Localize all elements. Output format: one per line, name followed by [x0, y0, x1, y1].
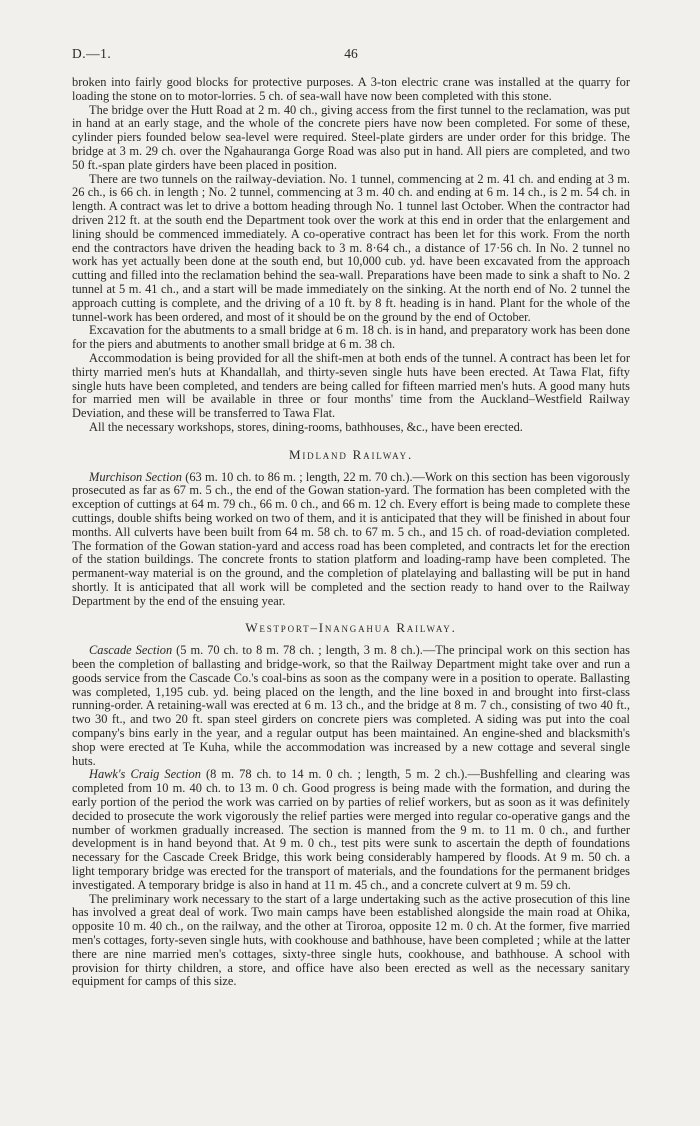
paragraph: Accommodation is being provided for all the shift-men at both ends of the tunnel. A contract has been let for thirty married men's huts at Khandallah, and thirty-seven single huts have been erected. At Tawa Flat, fifty single huts have been completed, and tenders are being called for fifteen married men's huts. A good many huts for married men will be available in three or four months' time from the Auckland–Westfield Railway Deviation, and these will be transferred to Tawa Flat.: [72, 350, 630, 421]
paragraph: broken into fairly good blocks for protective purposes. A 3-ton electric crane was installed at the quarry for loading the stone on to motor-lorries. 5 ch. of sea-wall have now been completed with this stone.: [72, 75, 630, 103]
section-heading-westport-inangahua-railway: Westport–Inangahua Railway.: [245, 620, 457, 636]
paragraph: All the necessary workshops, stores, dining-rooms, bathhouses, &c., have been erected.: [89, 419, 523, 434]
section-heading-midland-railway: Midland Railway.: [288, 446, 414, 462]
paragraph: The preliminary work necessary to the start of a large undertaking such as the active prosecution of this line has involved a great deal of work. Two main camps have been established alongside the main road at Ohika, opposite 10 m. 40 ch., on the railway, and the other at Tiroroa, opposite 12 m. 0 ch. At the former, five married men's cottages, forty-seven single huts, with cookhouse and bathhouse, have been completed ; while at the latter there are nine married men's cottages, sixty-three single huts, cookhouse, and bathhouse. A school with provision for thirty children, a store, and office have also been erected as well as the necessary sanitary equipment for camps of this size.: [72, 891, 630, 989]
subsection-title-hawks-craig: Hawk's Craig Section: [89, 767, 201, 782]
page-number: 46: [344, 46, 358, 61]
page-body: [72, 76, 630, 989]
paragraph: The bridge over the Hutt Road at 2 m. 40 ch., giving access from the first tunnel to the reclamation, was put in hand at an early stage, and the whole of the concrete piers have now been completed. For some of these, cylinder piers founded below sea-level were required. Steel-plate girders are under order for this bridge. The bridge at 3 m. 29 ch. over the Ngahauranga Gorge Road was also put in hand. All piers are completed, and two 50 ft.-span plate girders have been placed in position.: [72, 102, 630, 172]
page-header: [72, 46, 630, 62]
paragraph: Excavation for the abutments to a small bridge at 6 m. 18 ch. is in hand, and preparatory work has been done for the piers and abutments to another small bridge at 6 m. 38 ch.: [72, 323, 630, 352]
paragraph: [72, 471, 630, 609]
paragraph: [72, 768, 630, 892]
paragraph-text: (8 m. 78 ch. to 14 m. 0 ch. ; length, 5 m. 2 ch.).—Bushfelling and clearing was completed from 10 m. 40 ch. to 13 m. 0 ch. Good progress is being made with the formation, and during the early portion of the period the work was carried on by parties of relief workers, but as soon as it was definitely decided to prosecute the work vigorously the relief parties were merged into regular co-operative gangs and the number of workmen gradually increased. The section is manned from the 9 m. to 11 m. 0 ch., and further development is in hand beyond that. At 9 m. 0 ch., test pits were sunk to ascertain the depth of foundations necessary for the Cascade Creek Bridge, this work being considerably hampered by floods. At 9 m. 50 ch. a light temporary bridge was erected for the transport of materials, and the foundations for the permanent bridges investigated. A temporary bridge is also in hand at 11 m. 45 ch., and a concrete culvert at 9 m. 59 ch.: [72, 767, 630, 892]
paragraph: There are two tunnels on the railway-deviation. No. 1 tunnel, commencing at 2 m. 41 ch. and ending at 3 m. 26 ch., is 66 ch. in length ; No. 2 tunnel, commencing at 3 m. 40 ch. and ending at 6 m. 14 ch., is 2 m. 54 ch. in length. A contract was let to drive a bottom heading through No. 1 tunnel last October. When the contractor had driven 212 ft. at the south end the Department took over the work at this end in order that the enlargement and lining should be commenced immediately. A co-operative contract has been let for this work. From the north end the contractors have driven the heading back to 3 m. 8·64 ch., a distance of 17·56 ch. In No. 2 tunnel no work has yet actually been done at the south end, but 10,000 cub. yd. have been excavated from the approach cutting and filled into the reclamation behind the sea-wall. Preparations have been made to sink a shaft to No. 2 tunnel at 5 m. 41 ch., and a start will be made immediately on the sinking. At the north end of No. 2 tunnel the approach cutting is complete, and the driving of a 10 ft. by 8 ft. heading is in hand. Plant for the whole of the tunnel-work has been ordered, and most of it should be on the ground by the end of October.: [72, 171, 630, 324]
paragraph: [72, 644, 630, 768]
paragraph-text: (5 m. 70 ch. to 8 m. 78 ch. ; length, 3 m. 8 ch.).—The principal work on this section has been the completion of ballasting and bridge-work, so that the Railway Department might take over and run a goods service from the Cascade Co.'s coal-bins as soon as the company were in a position to operate. Ballasting was completed, 1,195 cub. yd. being placed on the length, and the line boxed in and brought into first-class running-order. A retaining-wall was erected at 6 m. 13 ch., and the bridge at 8 m. 7 ch., consisting of two 40 ft., two 30 ft., and two 20 ft. span steel girders on concrete piers was completed. A siding was put into the coal company's bins early in the year, and a regular output has been maintained. An engine-shed and blacksmith's shop were erected at Te Kuha, while the accommodation was increased by a new cottage and several single huts.: [72, 643, 630, 768]
doc-reference: D.—1.: [72, 46, 112, 61]
subsection-title-cascade: Cascade Section: [89, 643, 173, 658]
subsection-title-murchison: Murchison Section: [89, 469, 182, 484]
paragraph-text: (63 m. 10 ch. to 86 m. ; length, 22 m. 70 ch.).—Work on this section has been vigorously prosecuted as far as 67 m. 5 ch., the end of the Gowan station-yard. The formation has been completed with the exception of cuttings at 64 m. 79 ch., 66 m. 0 ch., and 66 m. 12 ch. Every effort is being made to complete these cuttings, double shifts being worked on two of them, and it is anticipated that they will be finished in about four months. All culverts have been built from 64 m. 58 ch. to 67 m. 5 ch., and 15 ch. of road-deviation completed. The formation of the Gowan station-yard and access road has been completed, and contracts let for the erection of the station buildings. The concrete fronts to station platform and loading-ramp have been completed. The permanent-way material is on the ground, and the completion of platelaying and ballasting will be put in hand shortly. It is anticipated that all work will be completed and the section ready to hand over to the Railway Department by the end of the ensuing year.: [72, 469, 631, 608]
